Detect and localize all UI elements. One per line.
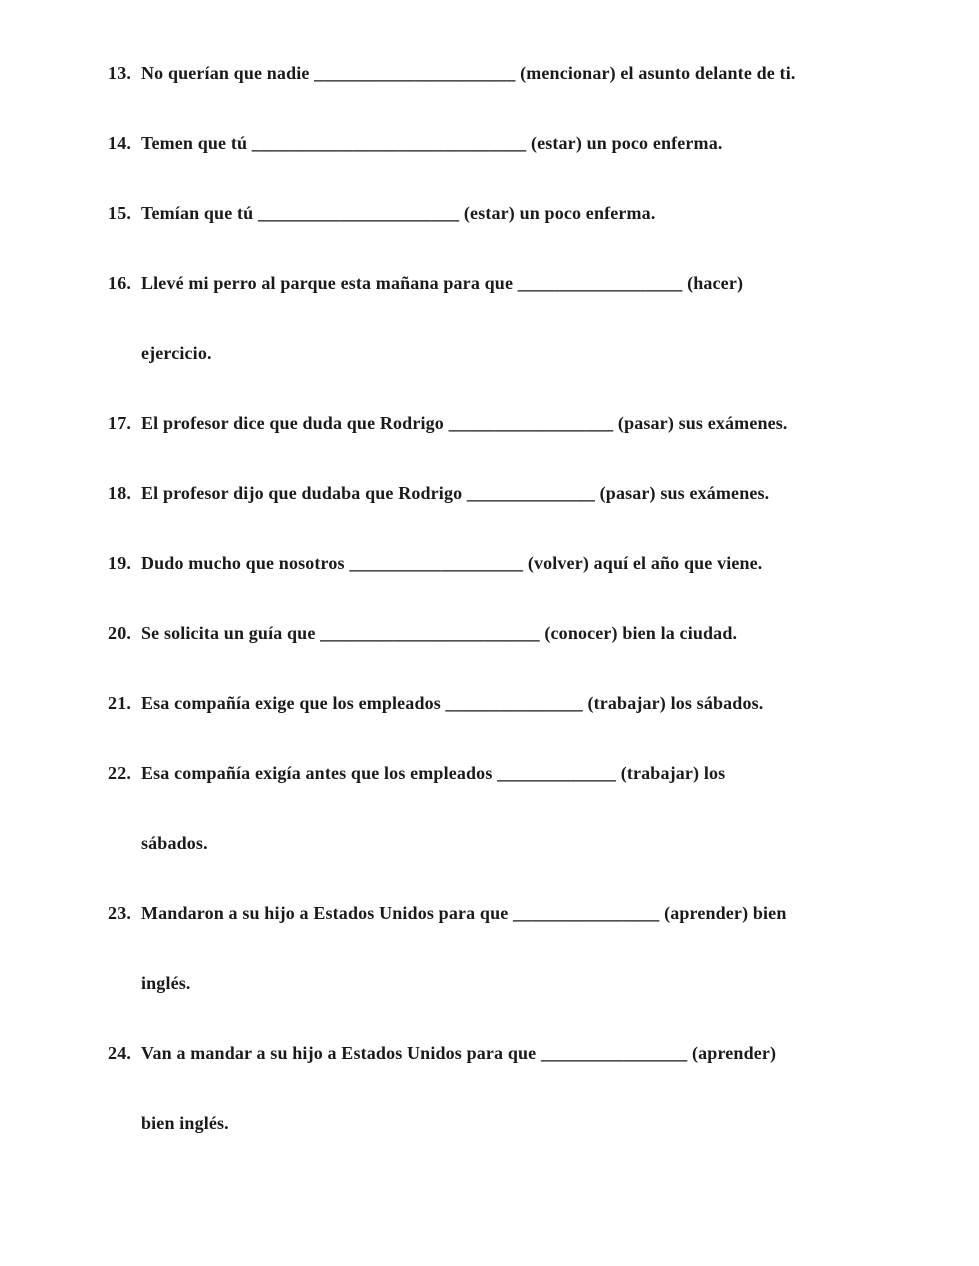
item-number: 17. bbox=[108, 413, 132, 433]
item-text: Temían que tú ______________________ (estar) un poco enferma. bbox=[141, 203, 656, 223]
item-text: No querían que nadie ______________________ (mencionar) el asunto delante de ti. bbox=[141, 63, 796, 83]
item-number: 21. bbox=[108, 693, 132, 713]
item-number: 18. bbox=[108, 483, 132, 503]
item-text: Dudo mucho que nosotros ___________________ (volver) aquí el año que viene. bbox=[141, 553, 763, 573]
worksheet-line-continuation bbox=[108, 1088, 939, 1158]
item-number: 15. bbox=[108, 203, 132, 223]
worksheet-line bbox=[108, 108, 939, 178]
item-number: 22. bbox=[108, 763, 132, 783]
worksheet-line bbox=[108, 178, 939, 248]
worksheet-line bbox=[108, 248, 939, 318]
item-text: Van a mandar a su hijo a Estados Unidos para que ________________ (aprender) bbox=[141, 1043, 777, 1063]
worksheet-line-continuation bbox=[108, 318, 939, 388]
item-number: 14. bbox=[108, 133, 132, 153]
item-text: El profesor dijo que dudaba que Rodrigo ______________ (pasar) sus exámenes. bbox=[141, 483, 770, 503]
worksheet-line bbox=[108, 388, 939, 458]
worksheet-line bbox=[108, 738, 939, 808]
worksheet-line bbox=[108, 598, 939, 668]
item-text: sábados. bbox=[141, 833, 208, 853]
item-text: Esa compañía exige que los empleados _______________ (trabajar) los sábados. bbox=[141, 693, 764, 713]
worksheet-line bbox=[108, 668, 939, 738]
worksheet-line bbox=[108, 878, 939, 948]
worksheet-line bbox=[108, 1018, 939, 1088]
worksheet-line bbox=[108, 528, 939, 598]
item-text: Mandaron a su hijo a Estados Unidos para que ________________ (aprender) bien bbox=[141, 903, 787, 923]
item-number: 23. bbox=[108, 903, 132, 923]
item-text: Esa compañía exigía antes que los empleados _____________ (trabajar) los bbox=[141, 763, 726, 783]
worksheet-line bbox=[108, 38, 939, 108]
item-text: Temen que tú ______________________________ (estar) un poco enferma. bbox=[141, 133, 723, 153]
item-text: Se solicita un guía que ________________________ (conocer) bien la ciudad. bbox=[141, 623, 738, 643]
item-text: El profesor dice que duda que Rodrigo __________________ (pasar) sus exámenes. bbox=[141, 413, 788, 433]
worksheet-line bbox=[108, 458, 939, 528]
item-number: 16. bbox=[108, 273, 132, 293]
item-number: 24. bbox=[108, 1043, 132, 1063]
item-text: inglés. bbox=[141, 973, 191, 993]
item-number: 13. bbox=[108, 63, 132, 83]
item-text: ejercicio. bbox=[141, 343, 212, 363]
item-text: bien inglés. bbox=[141, 1113, 229, 1133]
item-number: 19. bbox=[108, 553, 132, 573]
item-text: Llevé mi perro al parque esta mañana para que __________________ (hacer) bbox=[141, 273, 744, 293]
worksheet-line-continuation bbox=[108, 948, 939, 1018]
item-number: 20. bbox=[108, 623, 132, 643]
worksheet-line-continuation bbox=[108, 808, 939, 878]
